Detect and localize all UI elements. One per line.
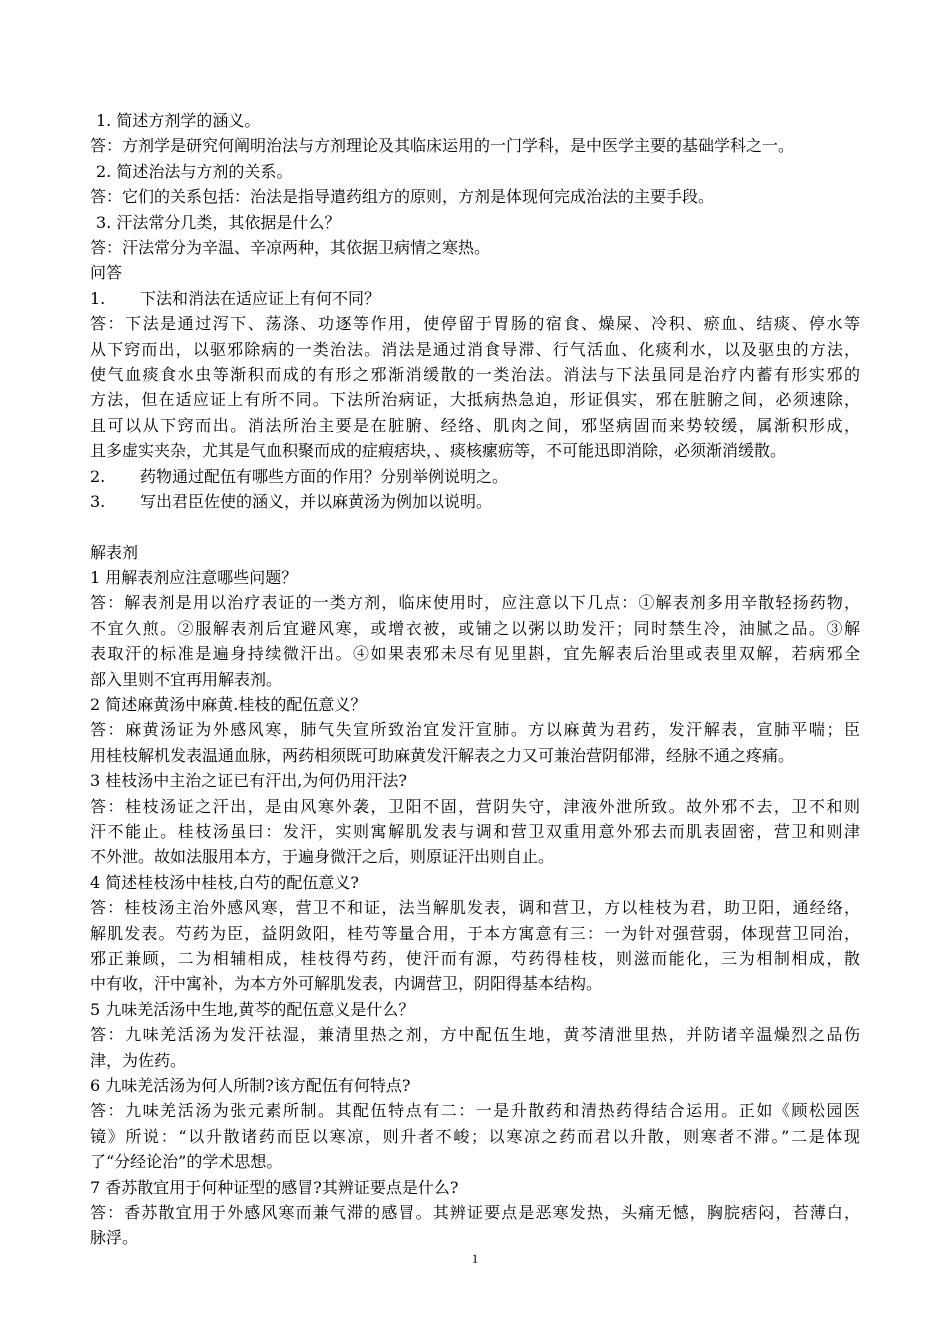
jiebiao-answer-4-line: 答：桂枝汤主治外感风寒，营卫不和证，法当解肌发表，调和营卫，方以桂枝为君，助卫阳，通经络， [90, 898, 860, 918]
jiebiao-answer-5-line: 答：九味羌活汤为发汗祛湿，兼清里热之剂，方中配伍生地，黄芩清泄里热，并防诸辛温燥烈之品伤 [90, 1025, 860, 1045]
jiebiao-answer-6-line: 了“分经论治”的学术思想。 [90, 1152, 283, 1172]
answer-3: 答：汗法常分为辛温、辛凉两种，其依据卫病情之寒热。 [90, 238, 491, 258]
jiebiao-question-5: 5 九味羌活汤中生地,黄芩的配伍意义是什么？ [90, 999, 415, 1019]
wenda-answer-1-line: 且多虚实夹杂，尤其是气血积聚而成的症瘕痞块，、痰核瘰疬等，不可能迅即消除，必须渐消缓散。 [90, 441, 787, 461]
jiebiao-answer-6-line: 镜》所说：“以升散诸药而臣以寒凉，则升者不峻；以寒凉之药而君以升散，则寒者不滞。”二是体现 [90, 1126, 860, 1146]
answer-1: 答：方剂学是研究何阐明治法与方剂理论及其临床运用的一门学科，是中医学主要的基础学科之一。 [90, 136, 795, 156]
jiebiao-question-1: 1 用解表剂应注意哪些问题？ [90, 567, 298, 587]
wenda-question-1-text: 下法和消法在适应证上有何不同？ [140, 288, 381, 308]
jiebiao-answer-4-line: 解肌发表。芍药为臣，益阴敛阳，桂芍等量合用，于本方寓意有三：一为针对强营弱，体现营卫同治， [90, 923, 860, 943]
section-heading-jiebiao: 解表剂 [90, 542, 139, 562]
jiebiao-answer-6-line: 答：九味羌活汤为张元素所制。其配伍特点有二：一是升散药和清热药得结合运用。正如《顾松园医 [90, 1101, 860, 1121]
section-heading-wenda: 问答 [90, 263, 123, 283]
question-3: 3. 汗法常分几类，其依据是什么？ [96, 212, 341, 232]
jiebiao-question-7: 7 香苏散宜用于何种证型的感冒?其辨证要点是什么? [90, 1177, 459, 1197]
jiebiao-answer-4-line: 邪正兼顾，二为相辅相成，桂枝得芍药，使汗而有源，芍药得桂枝，则滋而能化，三为相制相成，散 [90, 949, 860, 968]
jiebiao-question-3: 3 桂枝汤中主治之证已有汗出,为何仍用汗法? [90, 771, 407, 791]
jiebiao-answer-1-line: 表取汗的标准是遍身持续微汗出。④如果表邪未尽有见里斟，宜先解表后治里或表里双解，若病邪全 [90, 644, 860, 664]
jiebiao-answer-1-line: 答：解表剂是用以治疗表证的一类方剂，临床使用时，应注意以下几点：①解表剂多用辛散轻扬药物， [90, 593, 860, 613]
jiebiao-answer-1-line: 部入里则不宜再用解表剂。 [90, 669, 283, 689]
jiebiao-answer-3-line: 答：桂枝汤证之汗出，是由风寒外袭，卫阳不固，营阴失守，津液外泄所致。故外邪不去，卫不和则 [90, 796, 860, 816]
jiebiao-answer-4-line: 中有收，汗中寓补，为本方外可解肌发表，内调营卫，阴阳得基本结构。 [90, 974, 603, 994]
wenda-answer-1-line: 从下窍而出，以驱邪除病的一类治法。消法是通过消食导滞、行气活血、化痰利水，以及驱虫的方法， [90, 339, 860, 359]
jiebiao-answer-3-line: 汗不能止。桂枝汤虽曰：发汗，实则寓解肌发表与调和营卫双重用意外邪去而肌表固密，营卫和则津 [90, 821, 860, 841]
wenda-question-3-text: 写出君臣佐使的涵义，并以麻黄汤为例加以说明。 [140, 492, 493, 512]
wenda-answer-1-line: 方法，但在适应证上有所不同。下法所治病证，大抵病热急迫，形证俱实，邪在脏腑之间，必须速除， [90, 390, 860, 410]
jiebiao-question-6: 6 九味羌活汤为何人所制?该方配伍有何特点? [90, 1076, 411, 1096]
wenda-question-3-number: 3. [90, 492, 106, 512]
jiebiao-answer-5-line: 津，为佐药。 [90, 1050, 187, 1070]
jiebiao-answer-2-line: 用桂枝解机发表温通血脉，两药相须既可助麻黄发汗解表之力又可兼治营阴郁滞，经脉不通之疼痛。 [90, 745, 795, 765]
wenda-answer-1-line: 且可以从下窍而出。消法所治主要是在脏腑、经络、肌肉之间，邪坚病固而来势较缓，属渐积形成， [90, 415, 860, 435]
wenda-question-2-number: 2. [90, 466, 106, 486]
wenda-question-1 [90, 286, 860, 311]
jiebiao-answer-2-line: 答：麻黄汤证为外感风寒，肺气失宣所致治宜发汗宣肺。方以麻黄为君药，发汗解表，宣肺平喘；臣 [90, 720, 860, 740]
question-1: 1. 简述方剂学的涵义。 [96, 111, 261, 130]
wenda-question-1-number: 1. [90, 288, 106, 308]
jiebiao-question-4: 4 简述桂枝汤中桂枝,白芍的配伍意义? [90, 872, 359, 892]
jiebiao-answer-7-line: 脉浮。 [90, 1228, 139, 1248]
wenda-question-3 [90, 489, 860, 514]
document-body [90, 108, 860, 1251]
jiebiao-question-2: 2 简述麻黄汤中麻黄.桂枝的配伍意义？ [90, 694, 367, 714]
jiebiao-answer-3-line: 不外泄。故如法服用本方，于遍身微汗之后，则原证汗出则自止。 [90, 847, 555, 867]
jiebiao-answer-7-line: 答：香苏散宜用于外感风寒而兼气滞的感冒。其辨证要点是恶寒发热，头痛无憾，胸脘痞闷，苔薄白， [90, 1203, 860, 1223]
answer-2: 答：它们的关系包括：治法是指导遣药组方的原则，方剂是体现何完成治法的主要手段。 [90, 187, 715, 207]
jiebiao-answer-1-line: 不宜久煎。②服解表剂后宜避风寒，或增衣被，或铺之以粥以助发汗；同时禁生冷，油腻之品。③解 [90, 618, 860, 638]
question-2: 2. 简述治法与方剂的关系。 [96, 161, 293, 181]
blank-line [90, 515, 860, 540]
wenda-question-2 [90, 464, 860, 489]
page-number: 1 [471, 1251, 479, 1266]
wenda-question-2-text: 药物通过配伍有哪些方面的作用？分别举例说明之。 [140, 466, 509, 486]
wenda-answer-1-line: 答：下法是通过泻下、荡涤、功逐等作用，使停留于胃肠的宿食、燥屎、冷积、瘀血、结痰、停水等 [90, 314, 860, 334]
wenda-answer-1-line: 使气血痰食水虫等渐积而成的有形之邪渐消缓散的一类治法。消法与下法虽同是治疗内蓄有形实邪的 [90, 365, 860, 385]
